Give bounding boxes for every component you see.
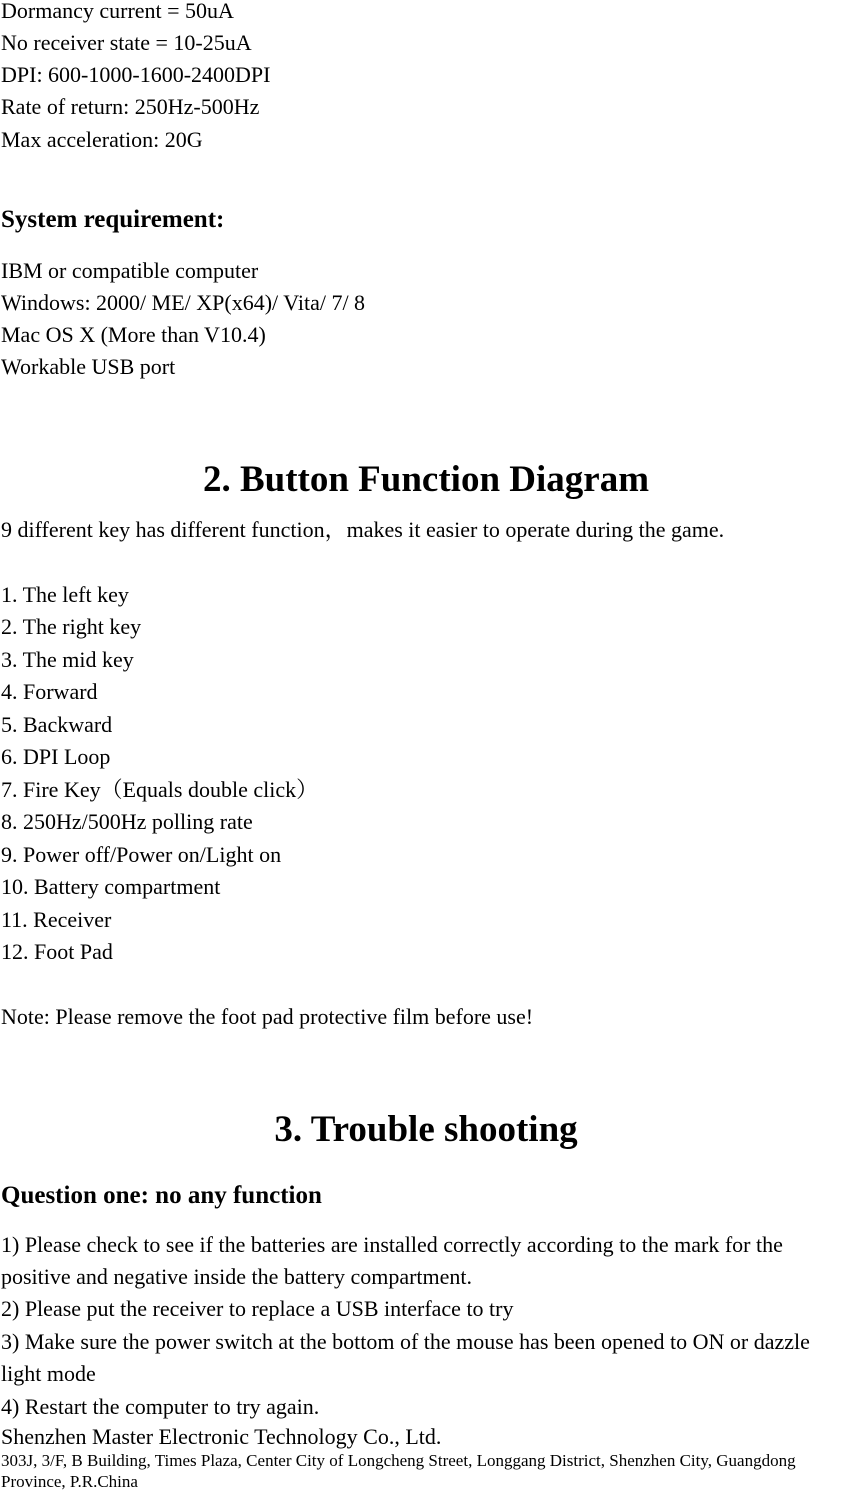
spec-dpi: DPI: 600-1000-1600-2400DPI	[1, 62, 271, 87]
system-requirement-heading: System requirement:	[1, 206, 225, 233]
system-requirement-item: Windows: 2000/ ME/ XP(x64)/ Vita/ 7/ 8	[1, 290, 366, 315]
trouble-step: 1) Please check to see if the batteries are installed correctly according to the mark for the positive and negative inside the battery compartment.	[1, 1232, 783, 1289]
system-requirement-item: IBM or compatible computer	[1, 258, 259, 283]
trouble-shooting-title: 3. Trouble shooting	[274, 1109, 578, 1150]
spec-no-receiver-state: No receiver state = 10-25uA	[1, 30, 252, 55]
footer-company-name: Shenzhen Master Electronic Technology Co., Ltd.	[1, 1424, 442, 1449]
button-list-item: 3. The mid key	[1, 647, 134, 672]
spec-rate-of-return: Rate of return: 250Hz-500Hz	[1, 94, 260, 119]
button-list-item: 1. The left key	[1, 582, 129, 607]
spec-dormancy-current: Dormancy current = 50uA	[1, 0, 234, 23]
button-function-intro: 9 different key has different function，makes it easier to operate during the game.	[1, 517, 725, 542]
footer-address: 303J, 3/F, B Building, Times Plaza, Center City of Longcheng Street, Longgang District, Shenzhen City, Guangdong Province, P.R.China	[1, 1451, 796, 1491]
trouble-step: 2) Please put the receiver to replace a USB interface to try	[1, 1296, 514, 1321]
button-list-item: 10. Battery compartment	[1, 874, 221, 899]
spec-max-acceleration: Max acceleration: 20G	[1, 127, 203, 152]
button-list-item: 12. Foot Pad	[1, 939, 113, 964]
question-heading: Question one: no any function	[1, 1182, 322, 1209]
button-list-item: 11. Receiver	[1, 907, 112, 932]
system-requirement-item: Mac OS X (More than V10.4)	[1, 322, 266, 347]
system-requirement-item: Workable USB port	[1, 354, 176, 379]
button-list-item: 6. DPI Loop	[1, 744, 111, 769]
button-function-title: 2. Button Function Diagram	[202, 459, 650, 500]
button-list-item: 8. 250Hz/500Hz polling rate	[1, 809, 253, 834]
trouble-step: 4) Restart the computer to try again.	[1, 1394, 320, 1419]
trouble-step: 3) Make sure the power switch at the bottom of the mouse has been opened to ON or dazzle light mode	[1, 1329, 810, 1386]
button-list-item: 7. Fire Key（Equals double click）	[1, 777, 319, 802]
button-list-item: 5. Backward	[1, 712, 113, 737]
button-list-item: 2. The right key	[1, 614, 142, 639]
button-list-item: 4. Forward	[1, 679, 98, 704]
button-list-item: 9. Power off/Power on/Light on	[1, 842, 282, 867]
foot-pad-note: Note: Please remove the foot pad protective film before use!	[1, 1004, 534, 1029]
